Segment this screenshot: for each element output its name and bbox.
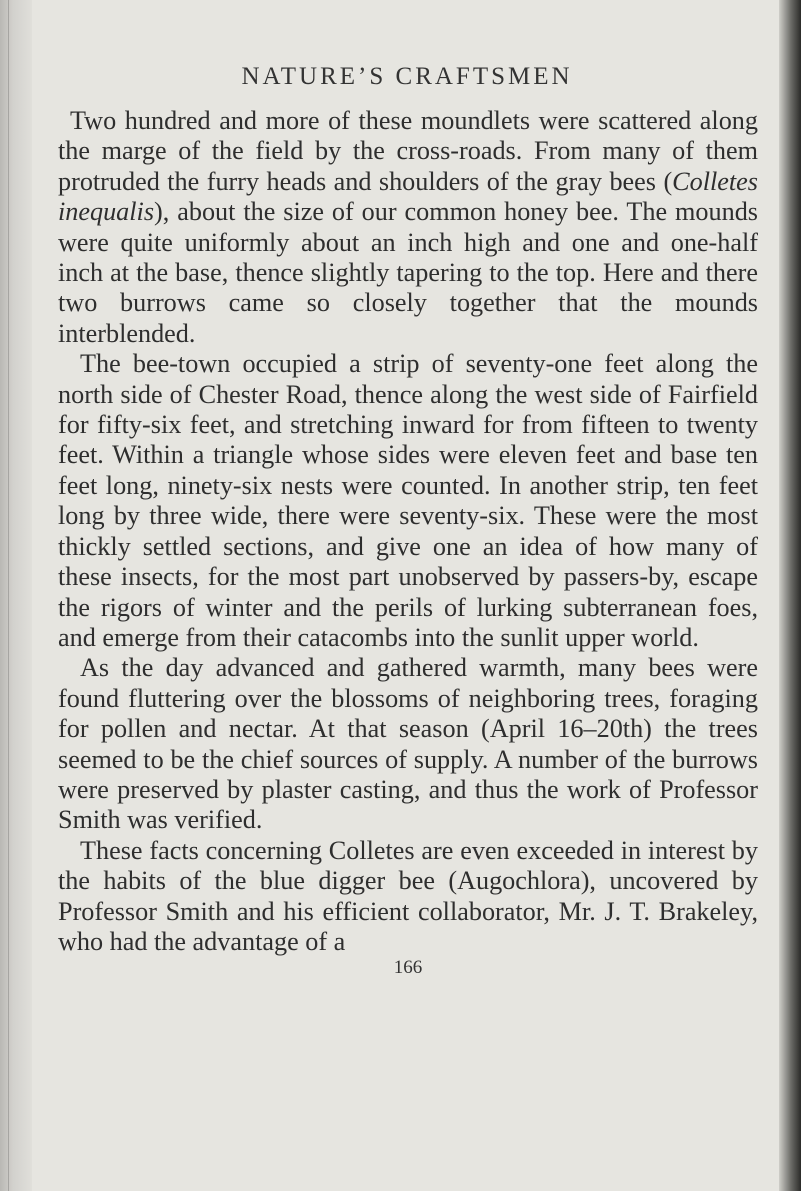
paragraph-1 bbox=[58, 106, 758, 349]
species-name-italic: Colletes inequalis bbox=[58, 166, 758, 227]
running-head: NATURE’S CRAFTSMEN bbox=[241, 63, 573, 90]
page-number: 166 bbox=[393, 957, 423, 979]
paragraph-1-part-2: ), about the size of our common honey bee. The mounds were quite uniformly about an inch high and one and one-half inch at the base, thence slightly tapering to the top. Here and there two burrows came so closely together that the mounds interblended. bbox=[58, 197, 758, 348]
paragraph-4: These facts concerning Colletes are even exceeded in interest by the habits of the blue digger bee (Augochlora), uncovered by Professor Smith and his efficient collaborator, Mr. J. T. Brakeley, who had the advantage of a bbox=[58, 835, 758, 956]
page-gutter-left bbox=[0, 0, 32, 1191]
page-edge-right bbox=[779, 0, 801, 1191]
book-page bbox=[58, 62, 758, 979]
body-text bbox=[58, 106, 758, 957]
paragraph-2: The bee-town occupied a strip of seventy-one feet along the north side of Chester Road, thence along the west side of Fairfield for fifty-six feet, and stretching inward for from fifteen to twenty feet. Within a triangle whose sides were eleven feet and base ten feet long, ninety-six nests were counted. In another strip, ten feet long by three wide, there were seventy-six. These were the most thickly settled sections, and give one an idea of how many of these insects, for the most part unobserved by passers-by, escape the rigors of winter and the perils of lurking subterranean foes, and emerge from their catacombs into the sunlit upper world. bbox=[58, 349, 758, 652]
paragraph-3: As the day advanced and gathered warmth, many bees were found fluttering over the blossoms of neighboring trees, foraging for pollen and nectar. At that season (April 16–20th) the trees seemed to be the chief sources of supply. A number of the burrows were preserved by plaster casting, and thus the work of Professor Smith was verified. bbox=[58, 653, 758, 835]
gutter-line bbox=[8, 0, 9, 1191]
paragraph-1-part-1: Two hundred and more of these moundlets were scattered along the marge of the field by the cross-roads. From many of them protruded the furry heads and shoulders of the gray bees ( bbox=[58, 106, 758, 196]
